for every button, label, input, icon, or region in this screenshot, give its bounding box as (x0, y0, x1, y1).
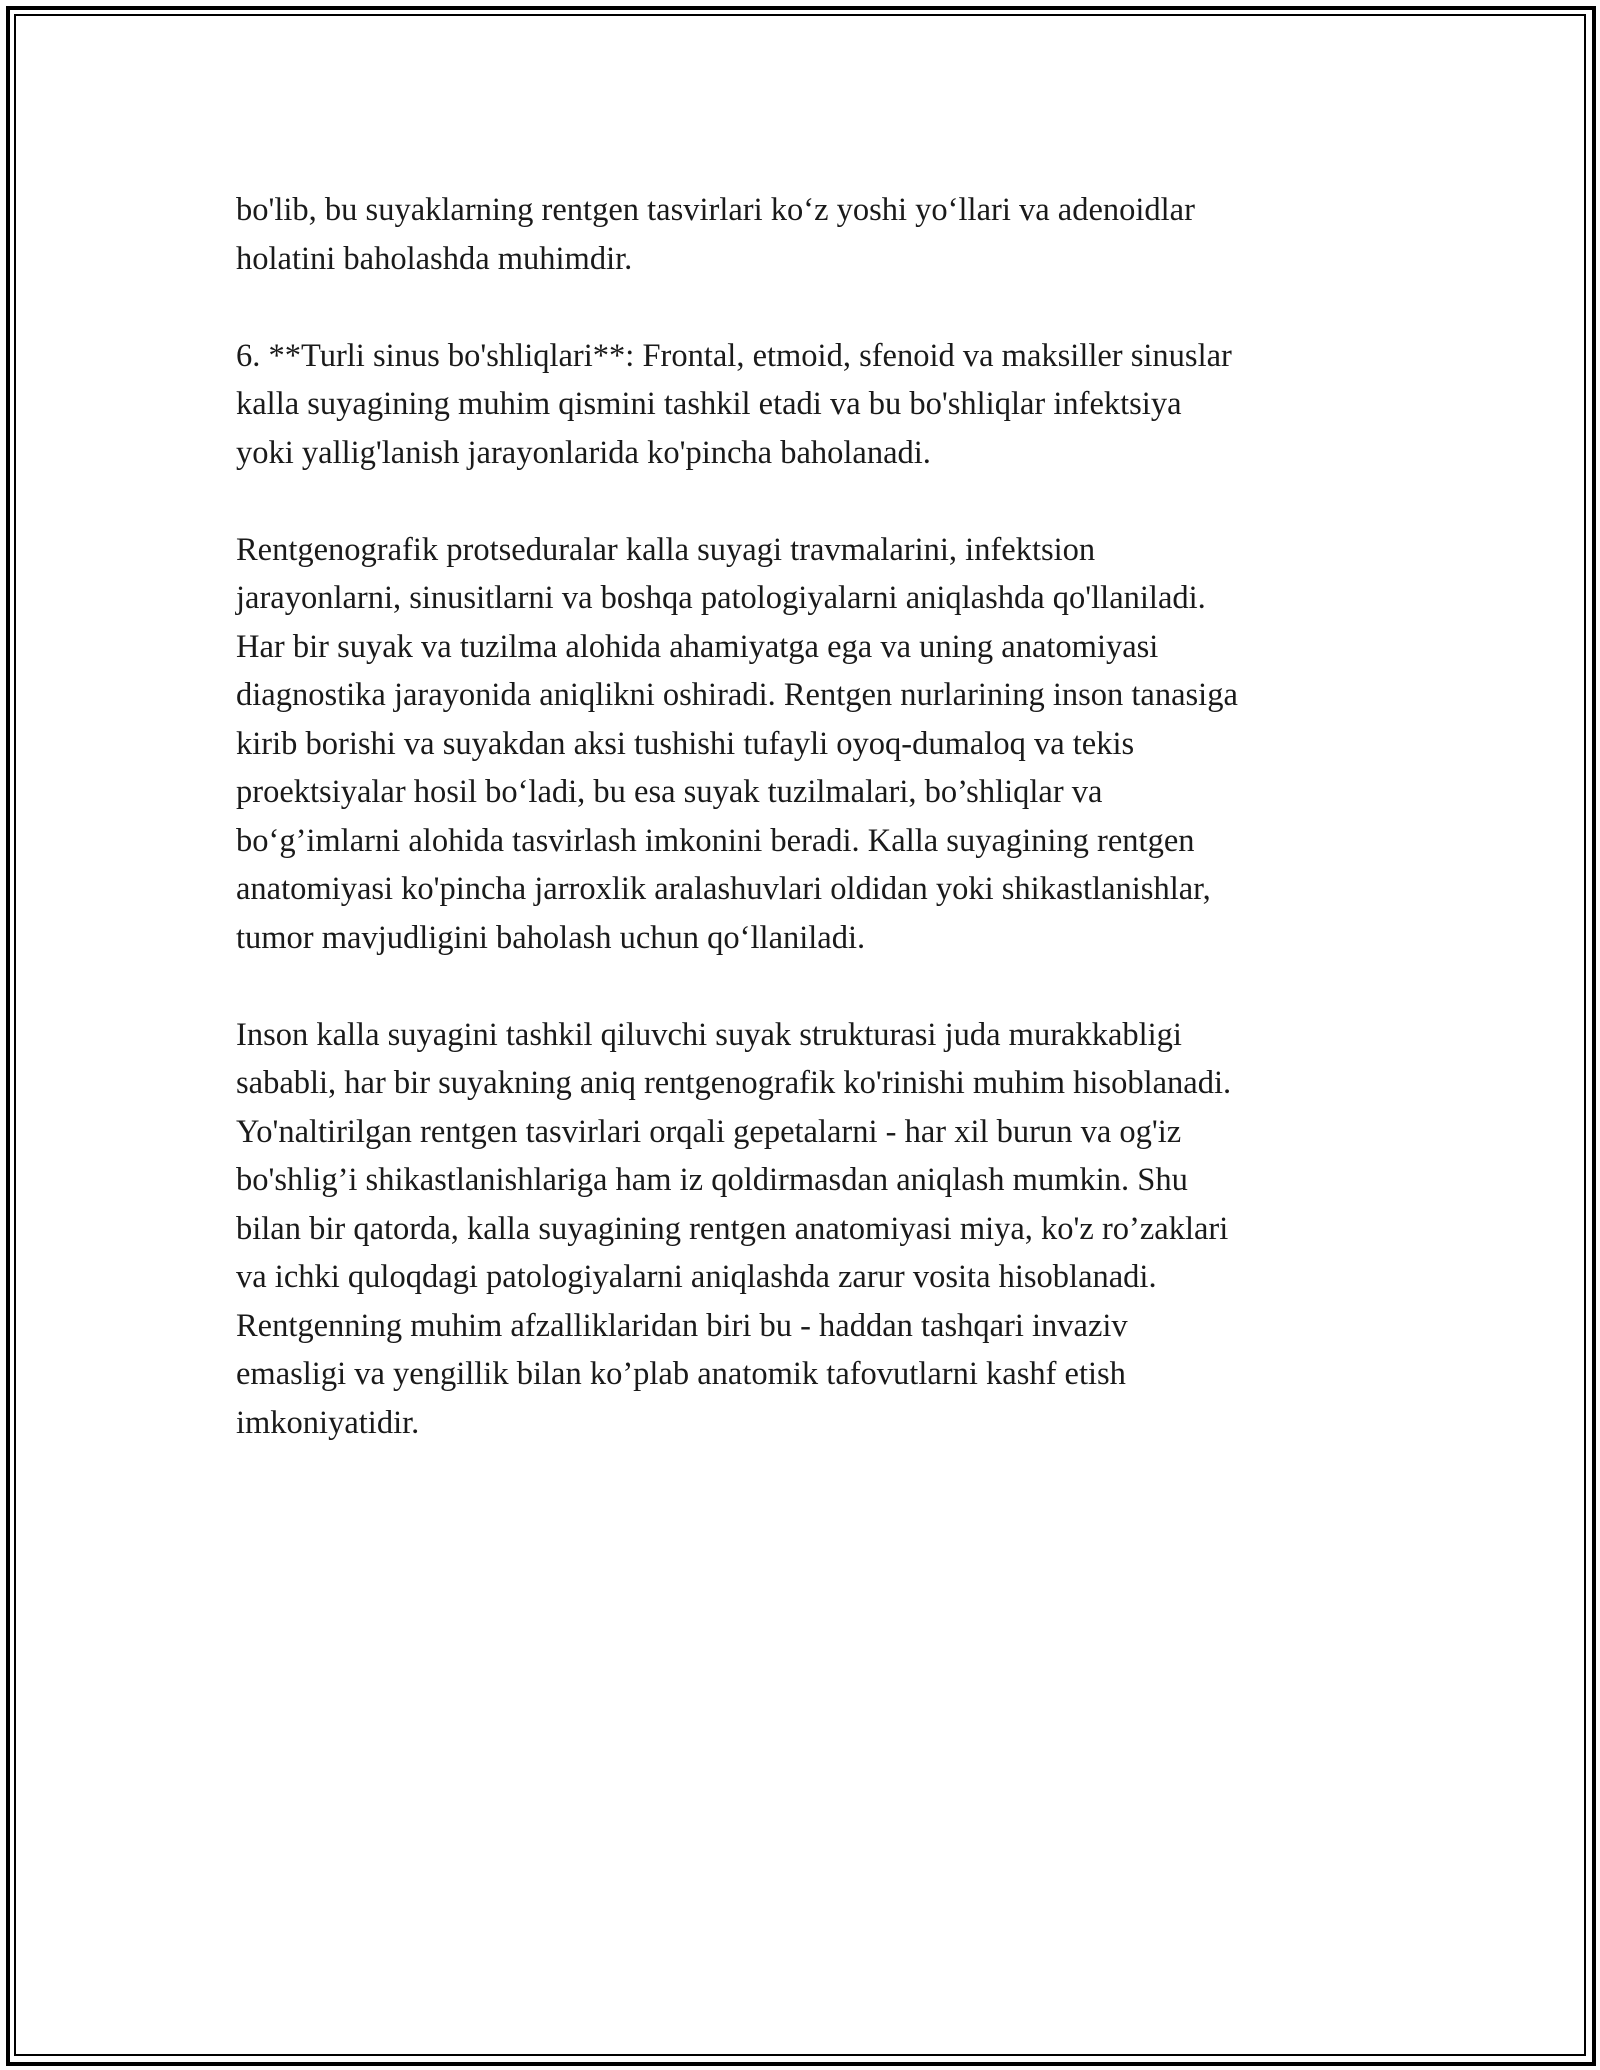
text-line: bo'shlig’i shikastlanishlariga ham iz qoldirmasdan aniqlash mumkin. Shu (236, 1162, 1188, 1198)
text-line: proektsiyalar hosil bo‘ladi, bu esa suyak tuzilmalari, bo’shliqlar va (236, 774, 1103, 810)
text-line: Rentgenografik protseduralar kalla suyagi travmalarini, infektsion (236, 531, 1096, 568)
document-body (236, 186, 1376, 1447)
paragraph (236, 526, 1376, 963)
paragraph (236, 1011, 1376, 1448)
paragraph-gap (236, 962, 1376, 1011)
paragraph (236, 332, 1376, 478)
paragraph-gap (236, 283, 1376, 332)
text-line: yoki yallig'lanish jarayonlarida ko'pincha baholanadi. (236, 434, 931, 471)
text-line: 6. **Turli sinus bo'shliqlari**: Frontal, etmoid, sfenoid va maksiller sinuslar (236, 337, 1232, 374)
paragraph-gap (236, 477, 1376, 526)
text-line: emasligi va yengillik bilan ko’plab anatomik tafovutlarni kashf etish (236, 1356, 1126, 1392)
text-line: Rentgenning muhim afzalliklaridan biri bu - haddan tashqari invaziv (236, 1307, 1128, 1344)
text-line: jarayonlarni, sinusitlarni va boshqa patologiyalarni aniqlashda qo'llaniladi. (236, 580, 1206, 616)
text-line: Inson kalla suyagini tashkil qiluvchi suyak strukturasi juda murakkabligi (236, 1016, 1182, 1053)
text-line: va ichki quloqdagi patologiyalarni aniqlashda zarur vosita hisoblanadi. (236, 1259, 1157, 1295)
text-line: sababli, har bir suyakning aniq rentgenografik ko'rinishi muhim hisoblanadi. (236, 1065, 1232, 1101)
text-line: imkoniyatidir. (236, 1404, 420, 1441)
text-line: holatini baholashda muhimdir. (236, 240, 633, 277)
paragraph (236, 186, 1376, 283)
text-line: bo'lib, bu suyaklarning rentgen tasvirlari ko‘z yoshi yo‘llari va adenoidlar (236, 192, 1195, 228)
text-line: anatomiyasi ko'pincha jarroxlik aralashuvlari oldidan yoki shikastlanishlar, (236, 871, 1211, 907)
text-line: bilan bir qatorda, kalla suyagining rentgen anatomiyasi miya, ko'z ro’zaklari (236, 1210, 1229, 1247)
text-line: kalla suyagining muhim qismini tashkil etadi va bu bo'shliqlar infektsiya (236, 386, 1182, 422)
text-line: tumor mavjudligini baholash uchun qo‘llaniladi. (236, 919, 866, 956)
text-line: bo‘g’imlarni alohida tasvirlash imkonini beradi. Kalla suyagining rentgen (236, 822, 1195, 859)
text-line: Yo'naltirilgan rentgen tasvirlari orqali gepetalarni - har xil burun va og'iz (236, 1113, 1182, 1150)
text-line: Har bir suyak va tuzilma alohida ahamiyatga ega va uning anatomiyasi (236, 628, 1159, 665)
text-line: diagnostika jarayonida aniqlikni oshiradi. Rentgen nurlarining inson tanasiga (236, 677, 1238, 713)
text-line: kirib borishi va suyakdan aksi tushishi tufayli oyoq-dumaloq va tekis (236, 725, 1135, 762)
